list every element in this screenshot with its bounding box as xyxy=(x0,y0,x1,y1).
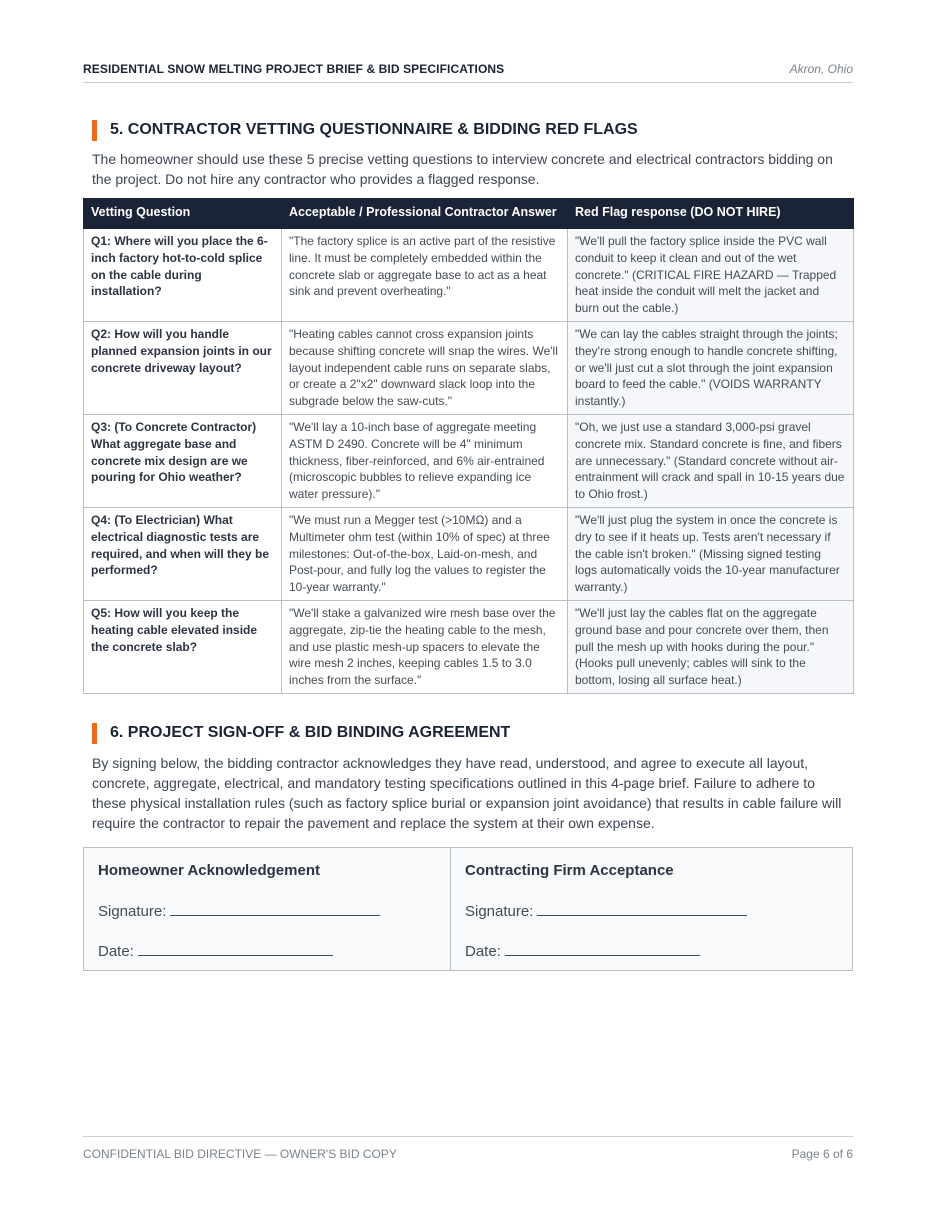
page-number: Page 6 of 6 xyxy=(791,1147,853,1161)
page-header xyxy=(83,60,853,83)
question-cell: Q1: Where will you place the 6-inch factory hot-to-cold splice on the cable during installation? xyxy=(84,229,282,322)
section-5-title: 5. CONTRACTOR VETTING QUESTIONNAIRE & BIDDING RED FLAGS xyxy=(110,121,638,138)
homeowner-title: Homeowner Acknowledgement xyxy=(98,862,320,879)
contractor-signoff xyxy=(451,848,852,970)
acceptable-answer-cell: "We must run a Megger test (>10MΩ) and a Multimeter ohm test (within 10% of spec) at three milestones: Out-of-the-box, Laid-on-mesh, and Post-pour, and fully log the values to register the 10-year warranty." xyxy=(282,508,568,601)
page-footer xyxy=(83,1136,853,1163)
acceptable-answer-cell: "Heating cables cannot cross expansion joints because shifting concrete will snap the wires. We'll layout independent cable runs on separate slabs, or create a 2"x2" downward slack loop into the subgrade below the saw-cuts." xyxy=(282,322,568,415)
document-location: Akron, Ohio xyxy=(789,62,853,76)
acceptable-answer-cell: "We'll stake a galvanized wire mesh base over the aggregate, zip-tie the heating cable to the mesh, and use plastic mesh-up spacers to elevate the wire mesh 2 inches, keeping cables 1.5 to 3.0 inches from the surface." xyxy=(282,601,568,694)
section-5-intro: The homeowner should use these 5 precise vetting questions to interview concrete and electrical contractors bidding on the project. Do not hire any contractor who provides a flagged response. xyxy=(92,151,833,187)
red-flag-cell: "We can lay the cables straight through the joints; they're strong enough to handle concrete shifting, or we'll just cut a slot through the joint expansion board to feed the cable." (VOIDS WARRANTY instantly.) xyxy=(568,322,854,415)
date-blank[interactable] xyxy=(505,942,700,956)
question-cell: Q4: (To Electrician) What electrical diagnostic tests are required, and when will they be performed? xyxy=(84,508,282,601)
question-cell: Q3: (To Concrete Contractor) What aggregate base and concrete mix design are we pouring for Ohio weather? xyxy=(84,415,282,508)
footer-confidential-note: CONFIDENTIAL BID DIRECTIVE — OWNER'S BID COPY xyxy=(83,1147,397,1161)
signature-label: Signature: xyxy=(98,903,167,920)
section-5-heading xyxy=(92,119,638,141)
table-header-row xyxy=(84,199,854,229)
homeowner-date-line[interactable] xyxy=(98,942,333,960)
table-row xyxy=(84,322,854,415)
column-header-question: Vetting Question xyxy=(84,199,282,229)
contractor-date-line[interactable] xyxy=(465,942,700,960)
homeowner-signoff xyxy=(84,848,451,970)
heading-accent-bar xyxy=(92,120,97,141)
date-label: Date: xyxy=(98,943,134,960)
red-flag-cell: "We'll pull the factory splice inside the PVC wall conduit to keep it clean and out of the wet concrete." (CRITICAL FIRE HAZARD — Trapped heat inside the conduit will melt the jacket and burn out the cable.) xyxy=(568,229,854,322)
date-blank[interactable] xyxy=(138,942,333,956)
contractor-signature-line[interactable] xyxy=(465,902,747,920)
question-cell: Q5: How will you keep the heating cable elevated inside the concrete slab? xyxy=(84,601,282,694)
question-cell: Q2: How will you handle planned expansion joints in our concrete driveway layout? xyxy=(84,322,282,415)
signature-blank[interactable] xyxy=(537,902,747,916)
contractor-title: Contracting Firm Acceptance xyxy=(465,862,674,879)
red-flag-cell: "We'll just plug the system in once the concrete is dry to see if it heats up. Tests aren't necessary if the cable isn't broken." (Missing signed testing logs automatically voids the 10-year manufacturer warranty.) xyxy=(568,508,854,601)
red-flag-cell: "We'll just lay the cables flat on the aggregate ground base and pour concrete over them, then pull the mesh up with hooks during the pour." (Hooks pull unevenly; cables will sink to the bottom, losing all surface heat.) xyxy=(568,601,854,694)
signoff-box xyxy=(83,847,853,971)
heading-accent-bar xyxy=(92,723,97,744)
column-header-acceptable: Acceptable / Professional Contractor Answer xyxy=(282,199,568,229)
table-row xyxy=(84,415,854,508)
column-header-red-flag: Red Flag response (DO NOT HIRE) xyxy=(568,199,854,229)
homeowner-signature-line[interactable] xyxy=(98,902,380,920)
acceptable-answer-cell: "We'll lay a 10-inch base of aggregate meeting ASTM D 2490. Concrete will be 4" minimum thickness, fiber-reinforced, and 6% air-entrained (microscopic bubbles to relieve expanding ice water pressure)." xyxy=(282,415,568,508)
acceptable-answer-cell: "The factory splice is an active part of the resistive line. It must be completely embedded within the concrete slab or aggregate base to act as a heat sink and prevent overheating." xyxy=(282,229,568,322)
section-6-heading xyxy=(92,722,510,744)
section-6-title: 6. PROJECT SIGN-OFF & BID BINDING AGREEMENT xyxy=(110,724,511,741)
signature-label: Signature: xyxy=(465,903,534,920)
document-title: RESIDENTIAL SNOW MELTING PROJECT BRIEF & BID SPECIFICATIONS xyxy=(83,62,505,76)
table-row xyxy=(84,229,854,322)
signature-blank[interactable] xyxy=(170,902,380,916)
date-label: Date: xyxy=(465,943,501,960)
vetting-table xyxy=(83,198,854,694)
table-row xyxy=(84,601,854,694)
red-flag-cell: "Oh, we just use a standard 3,000-psi gravel concrete mix. Standard concrete is fine, and fibers are unnecessary." (Standard concrete without air-entrainment will crack and spall in 10-15 years due to Ohio frost.) xyxy=(568,415,854,508)
section-6-intro: By signing below, the bidding contractor acknowledges they have read, understood, and agree to execute all layout, concrete, aggregate, electrical, and mandatory testing specifications outlined in this 4-page brief. Failure to adhere to these physical installation rules (such as factory splice burial or expansion joint avoidance) that results in cable failure will require the contractor to repair the pavement and replace the system at their own expense. xyxy=(92,755,842,831)
table-row xyxy=(84,508,854,601)
